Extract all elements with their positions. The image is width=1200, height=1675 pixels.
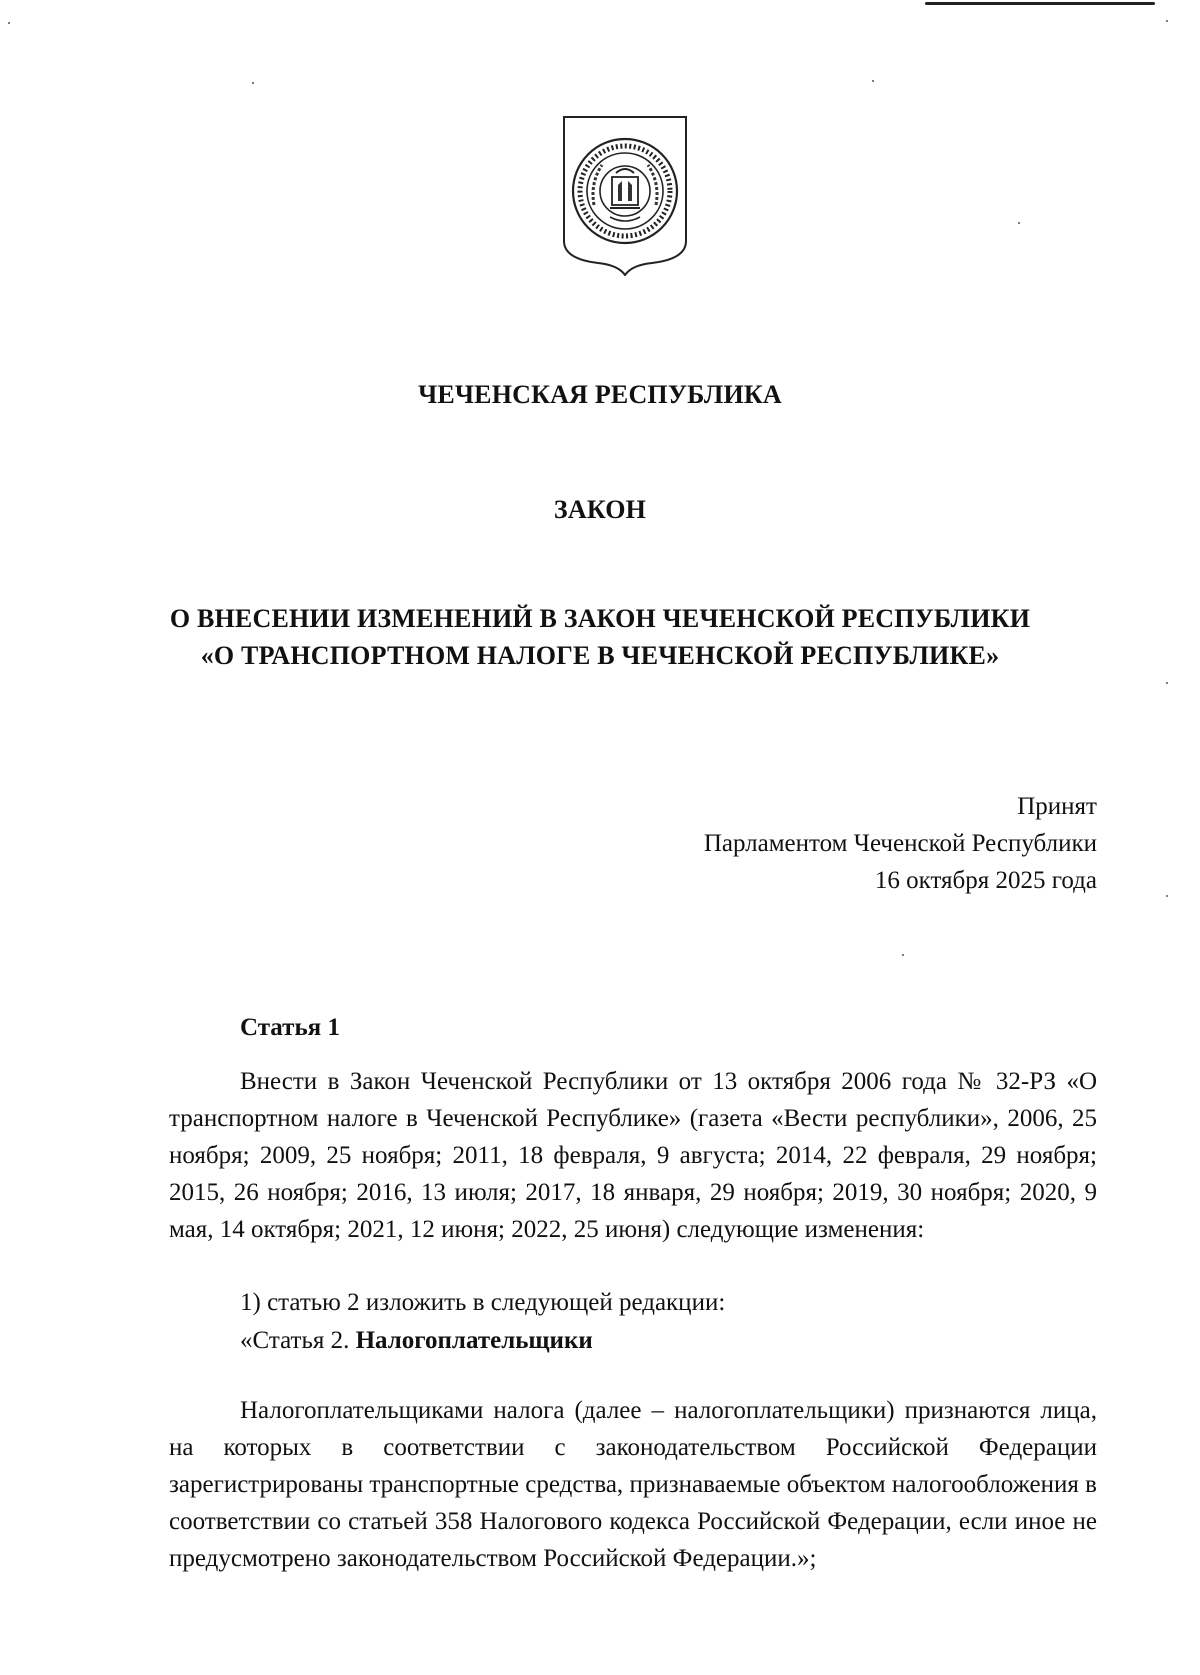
- coat-of-arms-icon: [560, 113, 690, 276]
- scan-speck: [1166, 895, 1168, 897]
- scan-speck: [1018, 222, 1020, 224]
- republic-heading: ЧЕЧЕНСКАЯ РЕСПУБЛИКА: [418, 380, 782, 409]
- scan-speck: [1166, 682, 1168, 684]
- law-subject-line: О ВНЕСЕНИИ ИЗМЕНЕНИЙ В ЗАКОН ЧЕЧЕНСКОЙ РЕСПУБЛИКИ: [169, 604, 1031, 633]
- document-type-heading: ЗАКОН: [553, 495, 647, 524]
- quoted-article-body: Налогоплательщиками налога (далее – налогоплательщики) признаются лица, на которых в соответствии с законодательством Российской Федерации зарегистрированы транспортные средства, признаваемые объектом налогообложения в соответствии со статьей 358 Налогового кодекса Российской Федерации, если иное не предусмотрено законодательством Российской Федерации.»;: [169, 1397, 1097, 1572]
- scan-speck: [902, 954, 904, 956]
- adopted-by: Парламентом Чеченской Республики: [703, 830, 1097, 857]
- quoted-article-prefix: «Статья 2.: [240, 1327, 356, 1354]
- article-heading: Статья 1: [240, 1014, 340, 1041]
- amendment-item: 1) статью 2 изложить в следующей редакции:: [240, 1289, 726, 1316]
- adopted-label: Принят: [1017, 793, 1097, 820]
- scan-artifact-line: [925, 2, 1155, 5]
- quoted-article-title: Налогоплательщики: [355, 1327, 593, 1354]
- law-subject-line: «О ТРАНСПОРТНОМ НАЛОГЕ В ЧЕЧЕНСКОЙ РЕСПУБЛИКЕ»: [200, 641, 1000, 670]
- scan-speck: [8, 22, 10, 24]
- law-subject-heading: [0, 600, 1200, 674]
- quoted-article-heading: [240, 1322, 593, 1359]
- scan-speck: [1166, 20, 1168, 22]
- scan-speck: [872, 80, 874, 82]
- scan-speck: [252, 82, 254, 84]
- article-intro-paragraph: Внести в Закон Чеченской Республики от 13 октября 2006 года № 32-РЗ «О транспортном налоге в Чеченской Республике» (газета «Вести республики», 2006, 25 ноября; 2009, 25 ноября; 2011, 18 февраля, 9 августа; 2014, 22 февраля, 29 ноября; 2015, 26 ноября; 2016, 13 июля; 2017, 18 января, 29 ноября; 2019, 30 ноября; 2020, 9 мая, 14 октября; 2021, 12 июня; 2022, 25 июня) следующие изменения:: [169, 1068, 1097, 1243]
- adoption-block: [704, 788, 1097, 899]
- adopted-date: 16 октября 2025 года: [874, 867, 1097, 894]
